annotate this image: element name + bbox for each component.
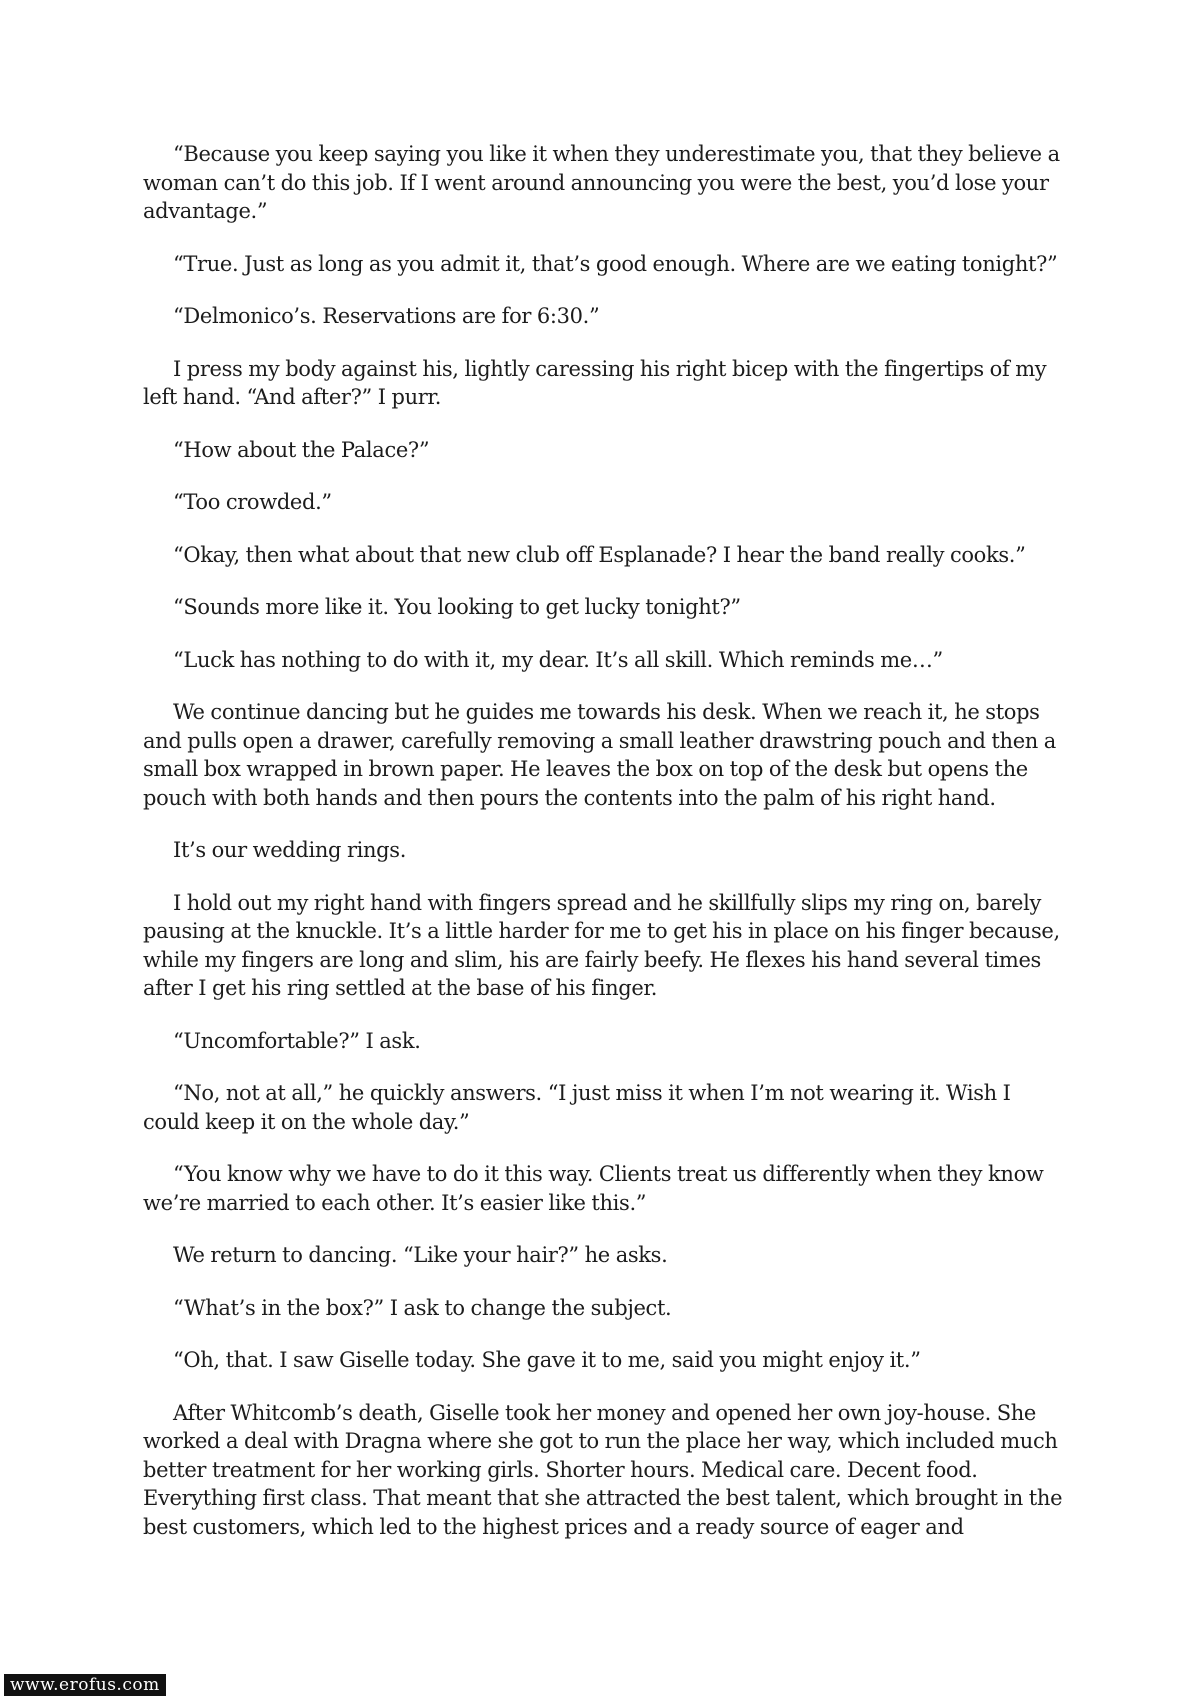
paragraph: “Sounds more like it. You looking to get lucky tonight?” [173, 595, 741, 619]
paragraph: “You know why we have to do it this way. Clients treat us differently when they know we’re married to each other. It’s easier like this.” [143, 1162, 1044, 1215]
paragraph: It’s our wedding rings. [173, 838, 407, 862]
paragraph: “Because you keep saying you like it when they underestimate you, that they believe a woman can’t do this job. If I went around announcing you were the best, you’d lose your advantage.” [143, 142, 1060, 223]
paragraph: “Uncomfortable?” I ask. [173, 1028, 421, 1053]
paragraph: “What’s in the box?” I ask to change the subject. [173, 1295, 672, 1320]
paragraph: “Okay, then what about that new club off Esplanade? I hear the band really cooks.” [173, 542, 1026, 567]
paragraph: I hold out my right hand with fingers spread and he skillfully slips my ring on, barely pausing at the knuckle. It’s a little harder for me to get his in place on his finger because, while my fingers are long and slim, his are fairly beefy. He flexes his hand several times after I get his ring settled at the base of his finger. [143, 890, 1060, 1000]
page-body [143, 140, 1068, 1565]
paragraph: We continue dancing but he guides me towards his desk. When we reach it, he stops and pulls open a drawer, carefully removing a small leather drawstring pouch and then a small box wrapped in brown paper. He leaves the box on top of the desk but opens the pouch with both hands and then pours the contents into the palm of his right hand. [143, 700, 1056, 810]
paragraph: I press my body against his, lightly caressing his right bicep with the fingertips of my left hand. “And after?” I purr. [143, 356, 1047, 409]
paragraph: “Too crowded.” [173, 490, 332, 514]
paragraph: “Luck has nothing to do with it, my dear. It’s all skill. Which reminds me…” [173, 647, 943, 672]
watermark: www.erofus.com [4, 1674, 166, 1696]
paragraph: We return to dancing. “Like your hair?” he asks. [173, 1243, 668, 1267]
paragraph: “Delmonico’s. Reservations are for 6:30.” [173, 304, 600, 328]
paragraph: After Whitcomb’s death, Giselle took her money and opened her own joy-house. She worked a deal with Dragna where she got to run the place her way, which included much better treatment for her working girls. Shorter hours. Medical care. Decent food. Everything first class. That meant that she attracted the best talent, which brought in the best customers, which led to the highest prices and a ready source of eager and [143, 1400, 1063, 1539]
paragraph: “Oh, that. I saw Giselle today. She gave it to me, said you might enjoy it.” [173, 1348, 921, 1372]
paragraph: “No, not at all,” he quickly answers. “I just miss it when I’m not wearing it. Wish I could keep it on the whole day.” [143, 1081, 1011, 1134]
paragraph: “True. Just as long as you admit it, that’s good enough. Where are we eating tonight?” [173, 251, 1058, 276]
paragraph: “How about the Palace?” [173, 437, 430, 462]
